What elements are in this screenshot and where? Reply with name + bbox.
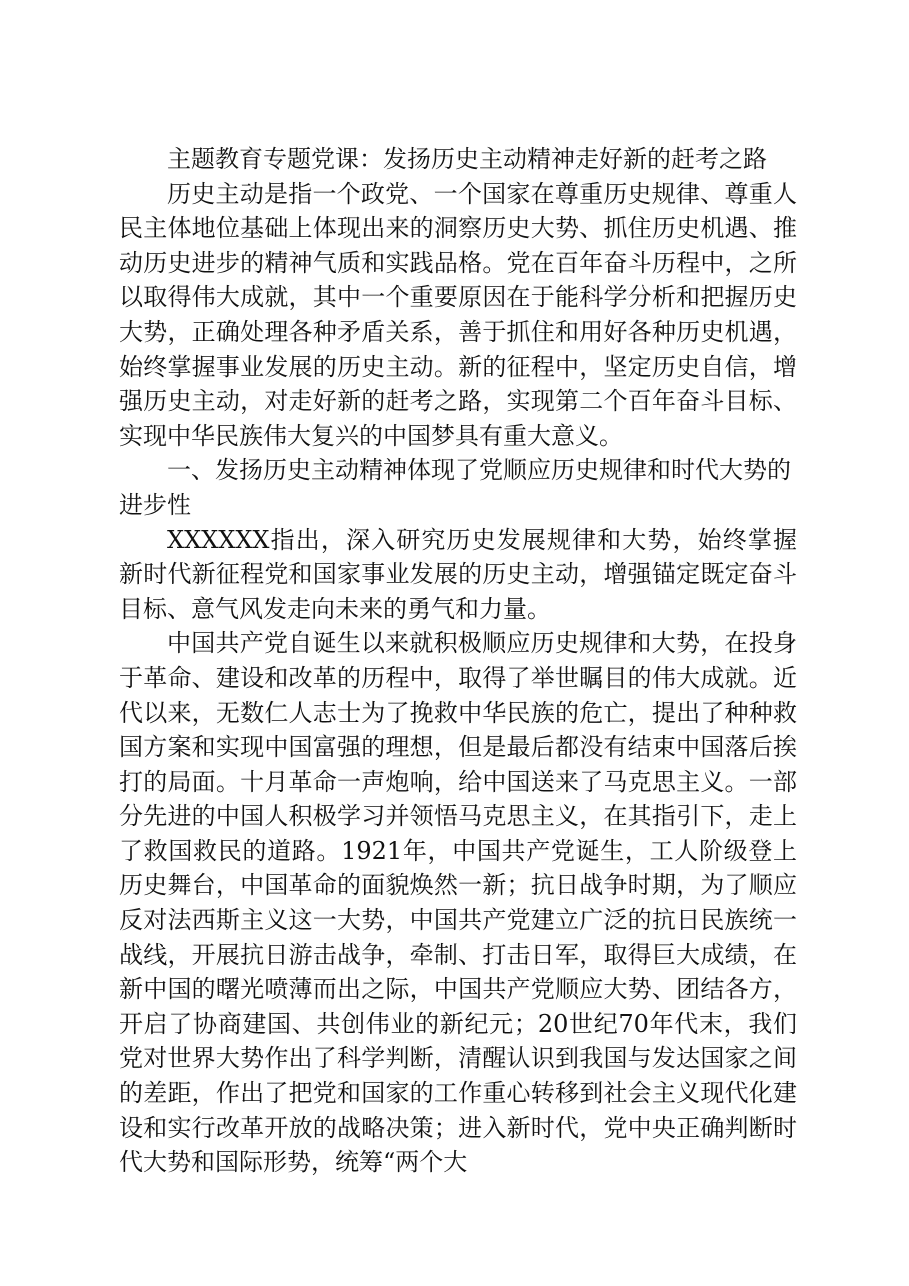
section-paragraph-2: 中国共产党自诞生以来就积极顺应历史规律和大势，在投身于革命、建设和改革的历程中，取得了举世瞩目的伟大成就。近代以来，无数仁人志士为了挽救中华民族的危亡，提出了种种救国方案和实现中国富强的理想，但是最后都没有结束中国落后挨打的局面。十月革命一声炮响，给中国送来了马克思主义。一部分先进的中国人积极学习并领悟马克思主义，在其指引下，走上了救国救民的道路。1921年，中国共产党诞生，工人阶级登上历史舞台，中国革命的面貌焕然一新；抗日战争时期，为了顺应反对法西斯主义这一大势，中国共产党建立广泛的抗日民族统一战线，开展抗日游击战争，牵制、打击日军，取得巨大成绩，在新中国的曙光喷薄而出之际，中国共产党顺应大势、团结各方，开启了协商建国、共创伟业的新纪元；20世纪70年代末，我们党对世界大势作出了科学判断，清醒认识到我国与发达国家之间的差距，作出了把党和国家的工作重心转移到社会主义现代化建设和实行改革开放的战略决策；进入新时代，党中央正确判断时代大势和国际形势，统筹“两个大 xyxy=(119,629,797,1177)
document-body xyxy=(119,142,797,1180)
section-heading: 一、发扬历史主动精神体现了党顺应历史规律和时代大势的进步性 xyxy=(119,456,791,519)
section-paragraph-1: XXXXXX指出，深入研究历史发展规律和大势，始终掌握新时代新征程党和国家事业发展的历史主动，增强锚定既定奋斗目标、意气风发走向未来的勇气和力量。 xyxy=(119,525,797,623)
document-title: 主题教育专题党课：发扬历史主动精神走好新的赶考之路 xyxy=(167,145,767,173)
intro-paragraph: 历史主动是指一个政党、一个国家在尊重历史规律、尊重人民主体地位基础上体现出来的洞察历史大势、抓住历史机遇、推动历史进步的精神气质和实践品格。党在百年奋斗历程中，之所以取得伟大成就，其中一个重要原因在于能科学分析和把握历史大势，正确处理各种矛盾关系，善于抓住和用好各种历史机遇，始终掌握事业发展的历史主动。新的征程中，坚定历史自信，增强历史主动，对走好新的赶考之路，实现第二个百年奋斗目标、实现中华民族伟大复兴的中国梦具有重大意义。 xyxy=(119,179,797,450)
